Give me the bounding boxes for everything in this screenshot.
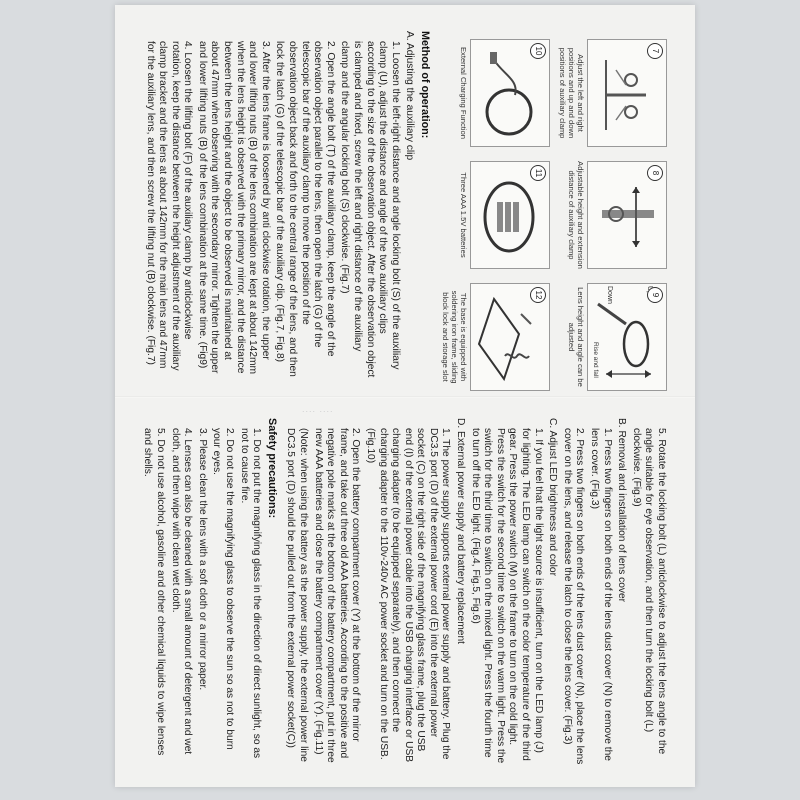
safety-item: 1. Do not put the magnifying glass in the direction of direct sunlight, so as not to cause fire. [238, 428, 263, 759]
instruction-item: 1. Loosen the left-right distance and angle locking bolt (S) of the auxiliary clamp (U), adjust the distance and angle of the two auxiliary clips according to the size of the observation object. After the observation object is clamped and fixed, screw the left and right distance of the auxiliary clamp and the angular locking bolt (S) clockwise. (Fig.7) [339, 41, 401, 378]
right-column [115, 396, 695, 787]
figure-11 [441, 161, 550, 269]
figure-7 [558, 39, 667, 147]
instruction-item: 3. After the lens frame is loosened by anti clockwise rotation, the upper and lower lifting nuts (B) of the lens combination are kept at about 142mm when the lens height is observed with the primary mirror, and the distance between the lens height and the object to be observed is maintained at about 47mm when observing with the secondary mirror. Tighten the upper and lower lifting nuts (B) of the lens combination at the same time. (Fig9) [196, 41, 271, 374]
figure-caption: The base is equipped with soldering iron frame, sliding block lock and storage slot [441, 290, 468, 384]
subsection-heading: B. Removal and installation of lens cover [616, 418, 628, 603]
figure-10 [441, 39, 550, 147]
figure-8 [558, 161, 667, 269]
figure-caption: External Charging Function [459, 46, 468, 140]
instruction-item: 2. Press two fingers on both ends of the lens dust cover (N), place the lens cover on the lens, and release the latch to close the lens cover. (Fig.3) [561, 428, 586, 765]
instruction-item: 2. Open the battery compartment cover (Y) at the bottom of the mirror frame, and take out three old AAA batteries. According to the positive and negative pole marks at the bottom of the battery compartment, put in three new AAA batteries and close the battery compartment cover (Y). (Fig.11) [312, 428, 362, 763]
instruction-item: 1. The power supply supports external power supply and battery. Plug the DC3.5 port (D) of the external power cord (E) into the external power socket (C) on the right side of the magnifying glass frame, plug the USB end (I) of the external power cable into the USB charging interface or USB charging adapter (to be equipped separately), and then connect the charging adapter to the 110v-240v AC power socket and turn on the USB. (Fig.10) [364, 428, 452, 763]
instruction-item: 5. Rotate the locking bolt (L) anticlockwise to adjust the lens angle to the angle suitable for eye observation, and then turn the locking bolt (L) clockwise. (Fig.9) [630, 428, 667, 755]
rotated-content [115, 5, 695, 787]
instruction-note: (Note: when using the battery as the power supply, the external power line DC3.5 port (D) should be pulled out from the external power socket(C)) [285, 428, 309, 762]
subsection-heading: D. External power supply and battery replacement [455, 418, 467, 644]
figure-number: 10 [530, 43, 546, 59]
safety-item: 3. Please clean the lens with a soft cloth or a mirror paper. [196, 428, 208, 691]
section-heading: Method of operation: [419, 31, 431, 139]
instruction-item: 1. Press two fingers on both ends of the lens dust cover (N) to remove the lens cover. (Fig.3) [589, 428, 613, 761]
subsection-heading: C. Adjust LED brightness and color [547, 418, 559, 576]
figure-number: 12 [530, 287, 546, 303]
figure-grid [441, 39, 667, 387]
left-column [115, 5, 695, 396]
instruction-item: 4. Loosen the lifting bolt (F) of the auxiliary clamp by anticlockwise rotation, keep the distance between the height adjustment of the auxiliary clamp bracket and the lens at about 142mm for the main lens and 47mm for the auxiliary lens, and then screw the lifting nut (B) clockwise. (Fig.7) [144, 41, 194, 371]
figure-caption: Lens height and angle can be adjusted [567, 287, 585, 387]
figure-caption: Adjust the left and right positions and up and down positions of auxiliary clamp [558, 47, 585, 139]
instruction-item: 2. Open the angle bolt (T) of the auxiliary clamp, keep the angle of the observation object parallel to the lens, then open the latch (G) of the telescopic bar of the auxiliary clamp to move the position of the observation object back and forth to the central range of the lens, and then lock the latch (G) of the telescopic bar of the auxiliary clip. (Fig.7, Fig.8) [274, 41, 336, 377]
figure-12 [441, 283, 550, 391]
figure-9 [558, 283, 667, 391]
figure-label: Rise and fall [592, 342, 599, 378]
subsection-heading: A. Adjusting the auxiliary clip [404, 31, 416, 161]
section-heading: Safety precautions: [265, 418, 278, 519]
safety-item: 2. Do not use the magnifying glass to observe the sun so as not to burn your eyes. [211, 428, 235, 750]
figure-number: 7 [647, 43, 663, 59]
figure-number: 9 [647, 287, 663, 303]
figure-caption: Three AAA 1.5V batteries [459, 172, 468, 258]
safety-item: 5. Do not use alcohol, gasoline and other chemical liquids to wipe lenses and shells. [142, 428, 167, 756]
figure-caption: Adjustable height and extension distance of auxiliary clamp [567, 161, 585, 269]
safety-item: 4. Lenses can also be cleaned with a small amount of detergent and wet cloth, and then wipe with clean wet cloth. [169, 428, 194, 755]
figure-label: Down [606, 286, 613, 304]
instruction-item: 1. If you feel that the light source is insufficient, turn on the LED lamp (J) for lighting. The LED lamp can switch on the color temperature of the third gear. Press the power switch (M) on the frame to turn on the cold light. Press the switch for the second time to switch on the warm light. Press the switch for the third time to switch on the mixed light. Press the fourth time to turn off the LED light. (Fig.4, Fig.5, Fig.6) [469, 428, 544, 764]
figure-number: 8 [647, 165, 663, 181]
watermark: .... .... [302, 404, 334, 414]
figure-number: 11 [530, 165, 546, 181]
